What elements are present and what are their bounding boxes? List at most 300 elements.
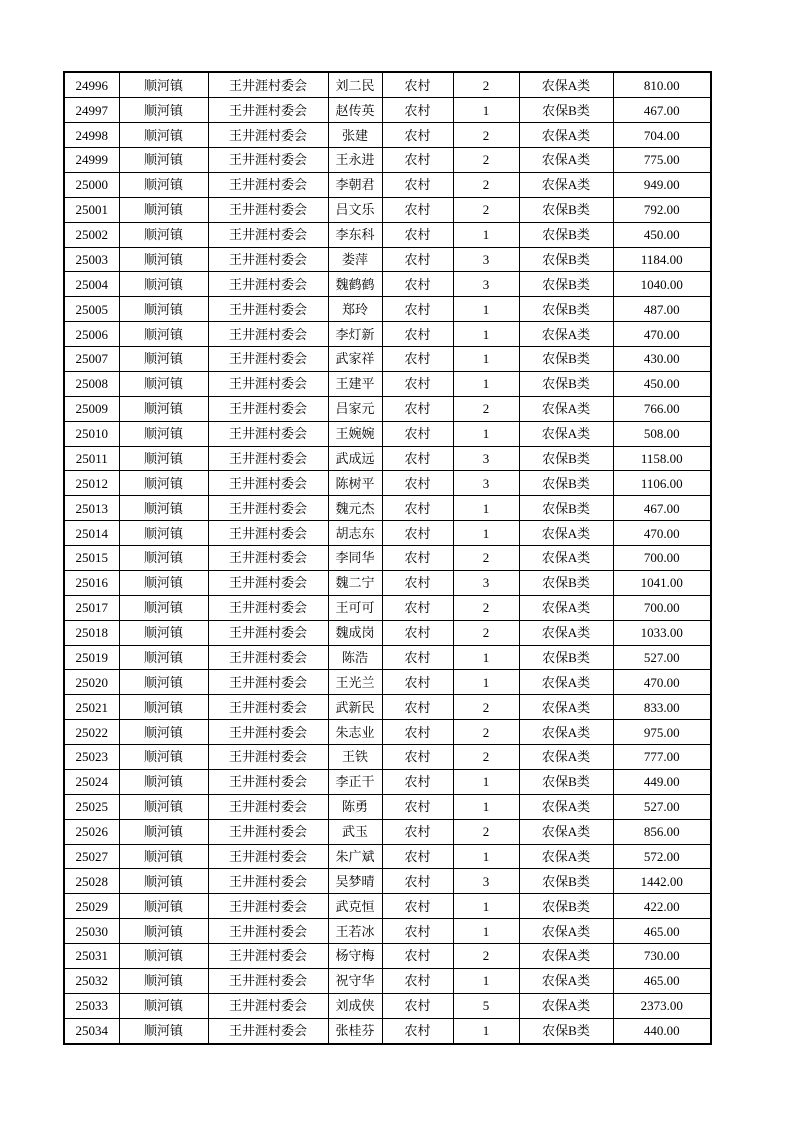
cell-town: 顺河镇: [119, 670, 208, 695]
cell-category: 农保A类: [519, 521, 613, 546]
cell-count: 2: [453, 546, 519, 571]
table-row: [64, 993, 711, 1018]
cell-area: 农村: [382, 197, 453, 222]
cell-area: 农村: [382, 396, 453, 421]
cell-category: 农保B类: [519, 197, 613, 222]
cell-category: 农保A类: [519, 396, 613, 421]
cell-village: 王井涯村委会: [208, 496, 328, 521]
cell-serial: 25023: [64, 745, 119, 770]
cell-town: 顺河镇: [119, 1018, 208, 1044]
cell-category: 农保A类: [519, 670, 613, 695]
cell-name: 吕文乐: [328, 197, 382, 222]
table-row: [64, 272, 711, 297]
cell-count: 1: [453, 1018, 519, 1044]
cell-amount: 700.00: [613, 595, 711, 620]
cell-count: 3: [453, 570, 519, 595]
cell-category: 农保A类: [519, 819, 613, 844]
cell-count: 2: [453, 620, 519, 645]
cell-category: 农保B类: [519, 371, 613, 396]
cell-serial: 25000: [64, 172, 119, 197]
cell-amount: 1158.00: [613, 446, 711, 471]
cell-serial: 25019: [64, 645, 119, 670]
cell-amount: 527.00: [613, 794, 711, 819]
cell-amount: 766.00: [613, 396, 711, 421]
cell-town: 顺河镇: [119, 471, 208, 496]
cell-count: 1: [453, 347, 519, 372]
cell-amount: 1184.00: [613, 247, 711, 272]
cell-town: 顺河镇: [119, 919, 208, 944]
cell-amount: 470.00: [613, 521, 711, 546]
cell-count: 1: [453, 222, 519, 247]
cell-town: 顺河镇: [119, 297, 208, 322]
cell-village: 王井涯村委会: [208, 645, 328, 670]
cell-town: 顺河镇: [119, 72, 208, 98]
table-row: [64, 819, 711, 844]
cell-town: 顺河镇: [119, 819, 208, 844]
table-row: [64, 645, 711, 670]
cell-town: 顺河镇: [119, 446, 208, 471]
cell-amount: 949.00: [613, 172, 711, 197]
cell-serial: 25027: [64, 844, 119, 869]
table-row: [64, 521, 711, 546]
table-row: [64, 695, 711, 720]
cell-category: 农保A类: [519, 322, 613, 347]
cell-serial: 25022: [64, 720, 119, 745]
cell-area: 农村: [382, 869, 453, 894]
cell-category: 农保A类: [519, 546, 613, 571]
table-row: [64, 769, 711, 794]
cell-name: 郑玲: [328, 297, 382, 322]
cell-town: 顺河镇: [119, 695, 208, 720]
cell-area: 农村: [382, 645, 453, 670]
cell-count: 3: [453, 272, 519, 297]
cell-category: 农保B类: [519, 769, 613, 794]
cell-serial: 25005: [64, 297, 119, 322]
cell-count: 1: [453, 968, 519, 993]
cell-category: 农保A类: [519, 595, 613, 620]
cell-count: 2: [453, 819, 519, 844]
cell-amount: 527.00: [613, 645, 711, 670]
table-row: [64, 570, 711, 595]
cell-count: 5: [453, 993, 519, 1018]
table-row: [64, 794, 711, 819]
cell-name: 胡志东: [328, 521, 382, 546]
table-row: [64, 869, 711, 894]
cell-area: 农村: [382, 347, 453, 372]
cell-category: 农保B类: [519, 645, 613, 670]
cell-amount: 1040.00: [613, 272, 711, 297]
cell-amount: 1033.00: [613, 620, 711, 645]
cell-town: 顺河镇: [119, 521, 208, 546]
cell-category: 农保A类: [519, 745, 613, 770]
cell-serial: 25020: [64, 670, 119, 695]
cell-area: 农村: [382, 570, 453, 595]
cell-town: 顺河镇: [119, 968, 208, 993]
cell-serial: 25025: [64, 794, 119, 819]
cell-category: 农保B类: [519, 297, 613, 322]
cell-count: 3: [453, 869, 519, 894]
cell-amount: 1106.00: [613, 471, 711, 496]
cell-serial: 24997: [64, 98, 119, 123]
cell-count: 2: [453, 695, 519, 720]
cell-town: 顺河镇: [119, 247, 208, 272]
cell-name: 赵传英: [328, 98, 382, 123]
table-row: [64, 72, 711, 98]
cell-village: 王井涯村委会: [208, 993, 328, 1018]
cell-category: 农保A类: [519, 172, 613, 197]
cell-area: 农村: [382, 297, 453, 322]
cell-name: 陈树平: [328, 471, 382, 496]
cell-area: 农村: [382, 944, 453, 969]
cell-category: 农保A类: [519, 993, 613, 1018]
cell-village: 王井涯村委会: [208, 670, 328, 695]
cell-amount: 1041.00: [613, 570, 711, 595]
cell-village: 王井涯村委会: [208, 396, 328, 421]
cell-town: 顺河镇: [119, 421, 208, 446]
cell-name: 祝守华: [328, 968, 382, 993]
cell-village: 王井涯村委会: [208, 272, 328, 297]
cell-name: 魏成岗: [328, 620, 382, 645]
cell-village: 王井涯村委会: [208, 148, 328, 173]
cell-town: 顺河镇: [119, 645, 208, 670]
cell-serial: 25007: [64, 347, 119, 372]
cell-count: 2: [453, 197, 519, 222]
cell-name: 王可可: [328, 595, 382, 620]
cell-name: 杨守梅: [328, 944, 382, 969]
cell-count: 2: [453, 172, 519, 197]
cell-town: 顺河镇: [119, 347, 208, 372]
cell-category: 农保B类: [519, 869, 613, 894]
cell-town: 顺河镇: [119, 197, 208, 222]
cell-area: 农村: [382, 272, 453, 297]
cell-village: 王井涯村委会: [208, 546, 328, 571]
cell-amount: 2373.00: [613, 993, 711, 1018]
cell-town: 顺河镇: [119, 844, 208, 869]
cell-amount: 975.00: [613, 720, 711, 745]
cell-area: 农村: [382, 695, 453, 720]
table-row: [64, 620, 711, 645]
cell-count: 1: [453, 297, 519, 322]
cell-area: 农村: [382, 222, 453, 247]
cell-town: 顺河镇: [119, 620, 208, 645]
cell-name: 李朝君: [328, 172, 382, 197]
table-row: [64, 968, 711, 993]
cell-count: 2: [453, 745, 519, 770]
cell-serial: 25015: [64, 546, 119, 571]
cell-name: 王永进: [328, 148, 382, 173]
cell-town: 顺河镇: [119, 794, 208, 819]
cell-area: 农村: [382, 247, 453, 272]
cell-village: 王井涯村委会: [208, 446, 328, 471]
cell-count: 1: [453, 919, 519, 944]
cell-town: 顺河镇: [119, 496, 208, 521]
cell-amount: 430.00: [613, 347, 711, 372]
cell-serial: 25002: [64, 222, 119, 247]
cell-town: 顺河镇: [119, 396, 208, 421]
cell-village: 王井涯村委会: [208, 894, 328, 919]
table-row: [64, 247, 711, 272]
table-row: [64, 670, 711, 695]
cell-village: 王井涯村委会: [208, 819, 328, 844]
cell-town: 顺河镇: [119, 745, 208, 770]
cell-amount: 440.00: [613, 1018, 711, 1044]
cell-village: 王井涯村委会: [208, 222, 328, 247]
cell-area: 农村: [382, 819, 453, 844]
cell-category: 农保A类: [519, 720, 613, 745]
cell-amount: 810.00: [613, 72, 711, 98]
cell-town: 顺河镇: [119, 595, 208, 620]
cell-town: 顺河镇: [119, 894, 208, 919]
cell-category: 农保B类: [519, 247, 613, 272]
table-row: [64, 844, 711, 869]
cell-village: 王井涯村委会: [208, 471, 328, 496]
cell-serial: 25006: [64, 322, 119, 347]
cell-town: 顺河镇: [119, 123, 208, 148]
cell-village: 王井涯村委会: [208, 720, 328, 745]
cell-village: 王井涯村委会: [208, 620, 328, 645]
table-row: [64, 297, 711, 322]
cell-area: 农村: [382, 322, 453, 347]
table-row: [64, 396, 711, 421]
cell-village: 王井涯村委会: [208, 570, 328, 595]
cell-serial: 25016: [64, 570, 119, 595]
cell-serial: 25010: [64, 421, 119, 446]
cell-count: 2: [453, 72, 519, 98]
cell-village: 王井涯村委会: [208, 794, 328, 819]
cell-serial: 25011: [64, 446, 119, 471]
cell-amount: 449.00: [613, 769, 711, 794]
cell-category: 农保A类: [519, 794, 613, 819]
cell-serial: 25024: [64, 769, 119, 794]
table-row: [64, 222, 711, 247]
cell-amount: 487.00: [613, 297, 711, 322]
cell-serial: 25021: [64, 695, 119, 720]
cell-name: 魏元杰: [328, 496, 382, 521]
cell-amount: 856.00: [613, 819, 711, 844]
cell-serial: 25013: [64, 496, 119, 521]
cell-area: 农村: [382, 371, 453, 396]
cell-count: 3: [453, 471, 519, 496]
cell-serial: 25001: [64, 197, 119, 222]
cell-area: 农村: [382, 98, 453, 123]
cell-count: 1: [453, 894, 519, 919]
cell-town: 顺河镇: [119, 546, 208, 571]
cell-amount: 470.00: [613, 322, 711, 347]
cell-village: 王井涯村委会: [208, 944, 328, 969]
cell-name: 朱广斌: [328, 844, 382, 869]
cell-category: 农保B类: [519, 98, 613, 123]
cell-area: 农村: [382, 894, 453, 919]
cell-serial: 25031: [64, 944, 119, 969]
cell-name: 刘二民: [328, 72, 382, 98]
cell-village: 王井涯村委会: [208, 745, 328, 770]
cell-name: 魏鹤鹤: [328, 272, 382, 297]
cell-amount: 730.00: [613, 944, 711, 969]
cell-amount: 777.00: [613, 745, 711, 770]
cell-name: 魏二宁: [328, 570, 382, 595]
table-row: [64, 894, 711, 919]
cell-area: 农村: [382, 595, 453, 620]
cell-name: 刘成侠: [328, 993, 382, 1018]
cell-name: 武新民: [328, 695, 382, 720]
cell-count: 1: [453, 794, 519, 819]
cell-amount: 792.00: [613, 197, 711, 222]
cell-area: 农村: [382, 620, 453, 645]
cell-town: 顺河镇: [119, 570, 208, 595]
cell-count: 2: [453, 595, 519, 620]
cell-category: 农保A类: [519, 620, 613, 645]
cell-serial: 25012: [64, 471, 119, 496]
cell-count: 1: [453, 322, 519, 347]
cell-category: 农保B类: [519, 471, 613, 496]
cell-category: 农保A类: [519, 695, 613, 720]
cell-count: 1: [453, 98, 519, 123]
cell-count: 1: [453, 496, 519, 521]
cell-serial: 25032: [64, 968, 119, 993]
cell-town: 顺河镇: [119, 371, 208, 396]
cell-village: 王井涯村委会: [208, 968, 328, 993]
cell-amount: 467.00: [613, 496, 711, 521]
cell-area: 农村: [382, 521, 453, 546]
cell-amount: 422.00: [613, 894, 711, 919]
cell-count: 1: [453, 521, 519, 546]
cell-area: 农村: [382, 769, 453, 794]
cell-count: 1: [453, 670, 519, 695]
cell-name: 王若冰: [328, 919, 382, 944]
cell-category: 农保B类: [519, 446, 613, 471]
cell-category: 农保A类: [519, 944, 613, 969]
cell-name: 张桂芬: [328, 1018, 382, 1044]
cell-amount: 467.00: [613, 98, 711, 123]
cell-village: 王井涯村委会: [208, 869, 328, 894]
cell-town: 顺河镇: [119, 869, 208, 894]
cell-serial: 24996: [64, 72, 119, 98]
cell-category: 农保A类: [519, 968, 613, 993]
cell-category: 农保A类: [519, 72, 613, 98]
table-row: [64, 421, 711, 446]
cell-name: 武成远: [328, 446, 382, 471]
cell-name: 王光兰: [328, 670, 382, 695]
cell-area: 农村: [382, 546, 453, 571]
cell-serial: 25008: [64, 371, 119, 396]
cell-count: 2: [453, 720, 519, 745]
cell-category: 农保B类: [519, 570, 613, 595]
cell-town: 顺河镇: [119, 769, 208, 794]
cell-town: 顺河镇: [119, 322, 208, 347]
cell-serial: 25009: [64, 396, 119, 421]
cell-area: 农村: [382, 72, 453, 98]
cell-village: 王井涯村委会: [208, 197, 328, 222]
cell-name: 王婉婉: [328, 421, 382, 446]
table-row: [64, 322, 711, 347]
cell-name: 武玉: [328, 819, 382, 844]
table-row: [64, 1018, 711, 1044]
cell-count: 2: [453, 123, 519, 148]
cell-count: 2: [453, 396, 519, 421]
table-row: [64, 471, 711, 496]
cell-serial: 24998: [64, 123, 119, 148]
table-row: [64, 745, 711, 770]
cell-amount: 470.00: [613, 670, 711, 695]
cell-serial: 25004: [64, 272, 119, 297]
table-row: [64, 98, 711, 123]
cell-area: 农村: [382, 745, 453, 770]
cell-village: 王井涯村委会: [208, 371, 328, 396]
cell-serial: 24999: [64, 148, 119, 173]
cell-area: 农村: [382, 172, 453, 197]
cell-area: 农村: [382, 670, 453, 695]
cell-village: 王井涯村委会: [208, 421, 328, 446]
cell-name: 李灯新: [328, 322, 382, 347]
cell-village: 王井涯村委会: [208, 98, 328, 123]
cell-name: 娄萍: [328, 247, 382, 272]
cell-village: 王井涯村委会: [208, 322, 328, 347]
cell-count: 2: [453, 944, 519, 969]
cell-name: 武家祥: [328, 347, 382, 372]
cell-town: 顺河镇: [119, 272, 208, 297]
cell-area: 农村: [382, 471, 453, 496]
cell-name: 朱志业: [328, 720, 382, 745]
table-row: [64, 446, 711, 471]
cell-town: 顺河镇: [119, 148, 208, 173]
cell-village: 王井涯村委会: [208, 919, 328, 944]
cell-area: 农村: [382, 123, 453, 148]
cell-area: 农村: [382, 993, 453, 1018]
cell-name: 陈浩: [328, 645, 382, 670]
cell-name: 陈勇: [328, 794, 382, 819]
cell-name: 李正干: [328, 769, 382, 794]
cell-serial: 25033: [64, 993, 119, 1018]
cell-amount: 1442.00: [613, 869, 711, 894]
cell-town: 顺河镇: [119, 98, 208, 123]
cell-category: 农保B类: [519, 894, 613, 919]
cell-serial: 25034: [64, 1018, 119, 1044]
cell-serial: 25003: [64, 247, 119, 272]
cell-name: 李东科: [328, 222, 382, 247]
cell-count: 3: [453, 446, 519, 471]
cell-town: 顺河镇: [119, 172, 208, 197]
cell-category: 农保A类: [519, 421, 613, 446]
cell-area: 农村: [382, 720, 453, 745]
cell-amount: 465.00: [613, 919, 711, 944]
cell-category: 农保B类: [519, 222, 613, 247]
cell-area: 农村: [382, 919, 453, 944]
cell-area: 农村: [382, 446, 453, 471]
cell-town: 顺河镇: [119, 720, 208, 745]
cell-name: 张建: [328, 123, 382, 148]
table-row: [64, 496, 711, 521]
cell-town: 顺河镇: [119, 944, 208, 969]
table-row: [64, 123, 711, 148]
cell-village: 王井涯村委会: [208, 595, 328, 620]
cell-category: 农保B类: [519, 347, 613, 372]
cell-village: 王井涯村委会: [208, 695, 328, 720]
cell-amount: 775.00: [613, 148, 711, 173]
table-row: [64, 197, 711, 222]
cell-serial: 25017: [64, 595, 119, 620]
cell-amount: 450.00: [613, 371, 711, 396]
cell-village: 王井涯村委会: [208, 297, 328, 322]
cell-town: 顺河镇: [119, 993, 208, 1018]
cell-category: 农保A类: [519, 148, 613, 173]
cell-village: 王井涯村委会: [208, 247, 328, 272]
cell-village: 王井涯村委会: [208, 1018, 328, 1044]
cell-area: 农村: [382, 496, 453, 521]
cell-count: 1: [453, 371, 519, 396]
table-row: [64, 720, 711, 745]
table-row: [64, 919, 711, 944]
cell-town: 顺河镇: [119, 222, 208, 247]
